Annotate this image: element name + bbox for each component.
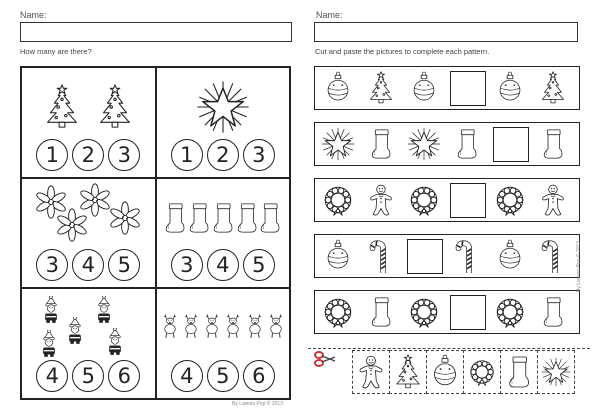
number-choice[interactable]: 6 <box>108 360 140 392</box>
count-cell <box>21 288 156 399</box>
paste-box[interactable] <box>407 239 443 274</box>
star-icon <box>541 354 571 390</box>
christmas-tree-icon <box>364 71 398 105</box>
number-choice[interactable]: 2 <box>72 139 104 171</box>
number-choice[interactable]: 3 <box>171 249 203 281</box>
number-choice[interactable]: 5 <box>108 249 140 281</box>
christmas-tree-icon <box>92 84 138 130</box>
paste-box[interactable] <box>493 127 529 162</box>
number-choice[interactable]: 4 <box>36 360 68 392</box>
number-choices <box>157 249 290 281</box>
paste-box[interactable] <box>450 295 486 330</box>
paste-box[interactable] <box>450 71 486 106</box>
number-choices <box>22 139 155 171</box>
number-choice[interactable]: 3 <box>36 249 68 281</box>
pattern-worksheet <box>300 0 600 420</box>
stocking-icon <box>504 354 534 390</box>
credit: By Lavinia Pop © 2013 <box>576 241 582 292</box>
cut-piece[interactable] <box>463 350 501 394</box>
number-choice[interactable]: 2 <box>207 139 239 171</box>
number-choice[interactable]: 5 <box>243 249 275 281</box>
number-choices <box>157 139 290 171</box>
count-pictures <box>157 72 290 134</box>
wreath-icon <box>493 183 527 217</box>
santa-icon <box>61 317 89 345</box>
stocking-icon <box>536 295 570 329</box>
stocking-icon <box>253 201 287 235</box>
cut-piece[interactable] <box>389 350 427 394</box>
santa-icon <box>90 296 118 324</box>
number-choice[interactable]: 5 <box>72 360 104 392</box>
christmas-tree-icon <box>39 84 85 130</box>
name-field[interactable] <box>314 22 578 42</box>
star-icon <box>196 80 250 134</box>
pattern-row <box>314 66 580 110</box>
number-choice[interactable]: 4 <box>72 249 104 281</box>
wreath-icon <box>407 295 441 329</box>
wreath-icon <box>493 295 527 329</box>
count-cell <box>156 178 291 289</box>
santa-icon <box>101 328 129 356</box>
star-icon <box>407 127 441 161</box>
stocking-icon <box>364 295 398 329</box>
instruction: Cut and paste the pictures to complete each pattern. <box>315 47 490 56</box>
candy-cane-icon <box>364 239 398 273</box>
paste-box[interactable] <box>450 183 486 218</box>
star-icon <box>321 127 355 161</box>
cut-piece[interactable] <box>426 350 464 394</box>
count-cell <box>156 67 291 178</box>
name-label: Name: <box>20 10 47 20</box>
christmas-tree-icon <box>393 354 423 390</box>
cut-piece[interactable] <box>537 350 575 394</box>
stocking-icon <box>450 127 484 161</box>
credit: By Lavinia Pop © 2013 <box>232 401 283 407</box>
number-choices <box>157 360 290 392</box>
cut-piece[interactable] <box>500 350 538 394</box>
number-choice[interactable]: 4 <box>207 249 239 281</box>
number-choice[interactable]: 3 <box>108 139 140 171</box>
number-choice[interactable]: 6 <box>243 360 275 392</box>
count-cell <box>156 288 291 399</box>
santa-icon <box>35 330 63 358</box>
count-cell <box>21 178 156 289</box>
number-choice[interactable]: 3 <box>243 139 275 171</box>
wreath-icon <box>407 183 441 217</box>
ornament-icon <box>321 239 355 273</box>
gingerbread-man-icon <box>356 354 386 390</box>
name-label: Name: <box>316 10 343 20</box>
ornament-icon <box>493 239 527 273</box>
number-choice[interactable]: 5 <box>207 360 239 392</box>
poinsettia-icon <box>108 201 142 235</box>
stocking-icon <box>364 127 398 161</box>
count-pictures <box>157 183 290 245</box>
gingerbread-man-icon <box>364 183 398 217</box>
scissors-icon <box>314 350 336 368</box>
count-pictures <box>157 293 290 355</box>
count-cell <box>21 67 156 178</box>
stocking-icon <box>536 127 570 161</box>
gingerbread-man-icon <box>536 183 570 217</box>
poinsettia-icon <box>55 208 89 242</box>
cut-piece[interactable] <box>352 350 390 394</box>
pattern-row <box>314 234 580 278</box>
instruction: How many are there? <box>20 47 92 56</box>
ornament-icon <box>407 71 441 105</box>
pattern-row <box>314 290 580 334</box>
christmas-tree-icon <box>536 71 570 105</box>
name-field[interactable] <box>20 22 292 42</box>
ornament-icon <box>430 354 460 390</box>
count-pictures <box>22 293 155 355</box>
wreath-icon <box>321 183 355 217</box>
number-choices <box>22 360 155 392</box>
cut-out-pieces <box>352 350 572 394</box>
candy-cane-icon <box>450 239 484 273</box>
counting-grid <box>20 66 291 400</box>
count-pictures <box>22 183 155 245</box>
count-pictures <box>22 72 155 134</box>
wreath-icon <box>321 295 355 329</box>
wreath-icon <box>467 354 497 390</box>
ornament-icon <box>493 71 527 105</box>
number-choice[interactable]: 1 <box>171 139 203 171</box>
ornament-icon <box>321 71 355 105</box>
number-choice[interactable]: 4 <box>171 360 203 392</box>
number-choices <box>22 249 155 281</box>
number-choice[interactable]: 1 <box>36 139 68 171</box>
candy-cane-icon <box>536 239 570 273</box>
reindeer-icon <box>262 311 290 339</box>
cut-line <box>308 348 590 349</box>
pattern-row <box>314 178 580 222</box>
pattern-row <box>314 122 580 166</box>
